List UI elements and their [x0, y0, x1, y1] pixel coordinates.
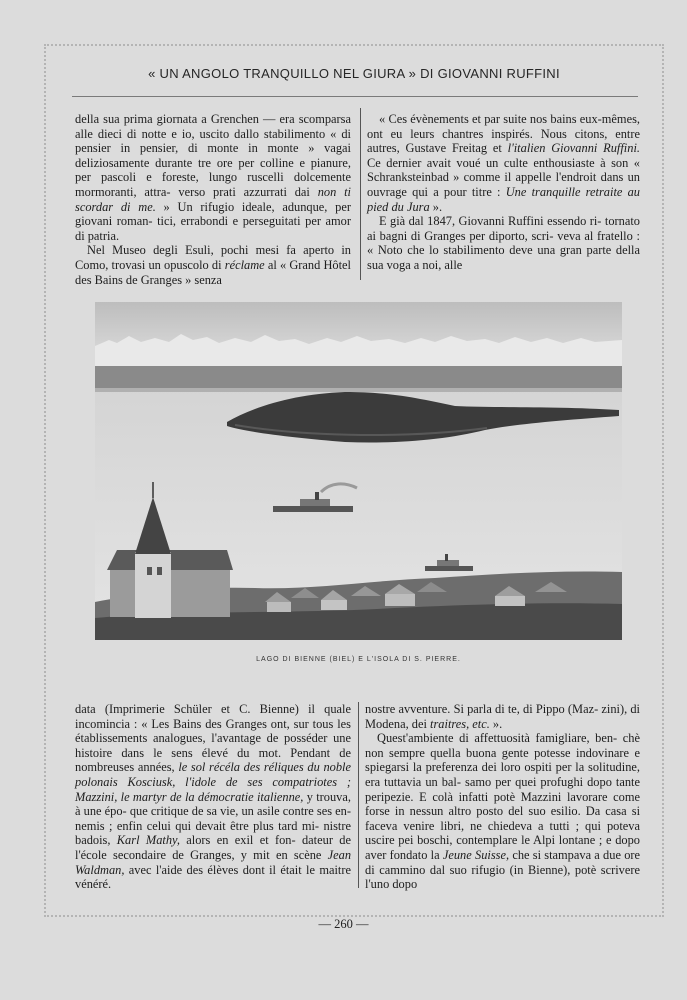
text-line: eux-mêmes, ont eu leurs chantres inspirés.: [367, 112, 640, 141]
text-line: zini), di Modena, dei: [365, 702, 640, 731]
italic-phrase: le sol: [178, 760, 206, 775]
text-line: chè non sempre quella buona gente potesse: [365, 731, 640, 760]
text-line: veva al fratello : « Noto che lo stabilimento: [367, 228, 640, 258]
text-line: tici, errabondi e perseguitati per amor di patria.: [75, 214, 351, 243]
italic-phrase: réclame: [224, 257, 265, 272]
text-line: al: [264, 257, 277, 272]
paragraph: [367, 112, 640, 214]
italic-phrase: Jean Waldman,: [75, 847, 352, 877]
text-line: rifugio (in Bienne), potè scrivere l'uno dopo: [365, 862, 640, 892]
text-line: verso prati azzurrati dai: [178, 184, 318, 199]
text-line: »: [155, 199, 170, 214]
figure-caption: LAGO DI BIENNE (BIEL) E L'ISOLA DI S. PIERRE.: [256, 656, 461, 663]
text-line: Nous citons, entre autres, Gustave Freitag et: [367, 126, 640, 156]
text-line: scomparsa alle dieci di notte e io, uscito dallo: [75, 112, 351, 141]
page-number: — 260 —: [318, 917, 369, 931]
text-line: « Ces évènements et par suite nos bains: [379, 112, 577, 126]
text-line: in Como, trovasi un opuscolo di: [75, 243, 351, 272]
text-line: mot. Pendant de nombreuses années,: [75, 745, 351, 775]
text-line: dateur de l'école secondaire de Granges, y mit: [75, 833, 351, 862]
text-line: ».: [489, 716, 503, 731]
text-line: Un rifugio ideale, adunque, per giovani roman-: [75, 199, 351, 229]
bottom-right-column: [365, 702, 640, 892]
bottom-left-column: [75, 702, 351, 892]
text-line: tous les établissements analogues, l'avantage: [75, 716, 351, 746]
lake-photograph: [95, 302, 622, 640]
text-line: in nessun altro posto del suo esilio. Da casa: [394, 804, 627, 819]
top-right-column: [367, 112, 640, 273]
text-line: E già dal 1847, Giovanni Ruffini essendo ri-: [379, 214, 602, 229]
italic-phrase: traitres, etc.: [430, 716, 490, 731]
text-line: de posséder une histoire dans le sens élevé du: [75, 731, 351, 760]
text-line: comme il appelle l'endroit dans un ouvrage: [367, 170, 640, 199]
text-line: stabilimento « di pensier in pensier, di monte: [75, 126, 351, 156]
italic-phrase: Une tranquille retraite au pied: [367, 184, 640, 214]
text-line: Ce dernier avait voué: [367, 155, 481, 170]
text-line: incomincia : « Les Bains des Granges ont, sur: [75, 716, 309, 731]
text-line: en scène: [275, 847, 328, 862]
text-line: qui a pour titre :: [412, 184, 506, 199]
text-line: E colà infatti potè Mazzini lavorare come forse: [365, 789, 640, 819]
text-line: que critique de sa vie, un asile contre ses en-: [129, 804, 351, 819]
text-line: dont il était le maitre vénéré.: [75, 862, 351, 892]
italic-phrase: du Jura: [391, 199, 430, 214]
italic-phrase: Jeune Suisse,: [442, 847, 510, 862]
text-line: data (Imprimerie Schüler et C. Bienne) il quale: [75, 702, 351, 716]
text-line: Quest'ambiente di affettuosità famigliare, ben-: [377, 731, 618, 746]
column-rule: [358, 702, 359, 888]
text-line: indovinare e spiegarsi la preferenza dei loro: [365, 745, 640, 775]
lake-scene-illustration: [95, 302, 622, 640]
text-line: un culte enthousiaste à son « Schranksteinbad »: [367, 155, 640, 185]
text-line: ».: [429, 199, 443, 214]
text-line: lungo ruscelli dolcemente mormoranti, attra-: [75, 170, 351, 199]
italic-phrase: récéla des réliques du noble polonais Kosciusk,: [75, 760, 351, 789]
text-line: samo per quei profughi dopo tante peripezie.: [365, 774, 640, 804]
text-line: si faceva venire libri, ne chiedeva a tutti ; qui: [365, 804, 641, 833]
italic-phrase: l'italien Giovanni Ruffini.: [507, 141, 640, 156]
text-line: tornato ai bagni di Granges per diporto, scri-: [367, 214, 640, 243]
text-line: « Grand Hôtel des Bains de Granges » senza: [75, 257, 351, 287]
paragraph: [365, 702, 640, 731]
header-rule: [72, 96, 638, 97]
text-line: avec l'aide des élèves: [124, 862, 239, 877]
column-rule: [360, 108, 361, 280]
italic-phrase: non ti scordar di me.: [75, 184, 351, 214]
text-line: nostre avventure. Si parla di te, di Pippo (Maz-: [365, 702, 599, 716]
text-line: ospiti per la solitudine, era tuttavia un bal-: [365, 760, 640, 789]
text-line: lontane ; e dopo aver fondato la: [365, 833, 640, 862]
paragraph: [75, 112, 351, 243]
text-line: in monte » vagai deliziosamente durante tre: [75, 141, 351, 170]
text-line: che si stampava a due ore di cammino dal suo: [365, 847, 641, 877]
text-line: della sua prima giornata a Grenchen — era: [75, 112, 295, 126]
text-line: ore per colline e pianure, per pascoli e foreste,: [75, 155, 351, 185]
text-line: y trouva, à une épo-: [75, 789, 351, 819]
italic-phrase: l'idole de ses compatriotes ; Mazzini, le martyr: [75, 774, 351, 804]
text-line: poteva uscire pei boschi, contemplare le Alpi: [365, 818, 640, 848]
text-line: alors en exil et fon-: [179, 833, 296, 848]
paragraph: [75, 243, 351, 287]
italic-phrase: Karl Mathy,: [116, 833, 180, 848]
top-left-column: [75, 112, 351, 287]
text-line: Nel Museo degli Esuli, pochi mesi fa aperto: [87, 243, 335, 258]
text-line: nemis ; enfin celui qui devait être plus tard mi-: [75, 818, 320, 833]
paragraph: [365, 731, 640, 892]
italic-phrase: de la démocratie italienne,: [169, 789, 304, 804]
running-title: « UN ANGOLO TRANQUILLO NEL GIURA » DI GIOVANNI RUFFINI: [148, 66, 560, 81]
paragraph: [367, 214, 640, 272]
text-line: deve una gran parte della sua voga a noi, alle: [367, 243, 641, 272]
paragraph: [75, 702, 351, 892]
text-line: nistre badois,: [75, 818, 351, 848]
